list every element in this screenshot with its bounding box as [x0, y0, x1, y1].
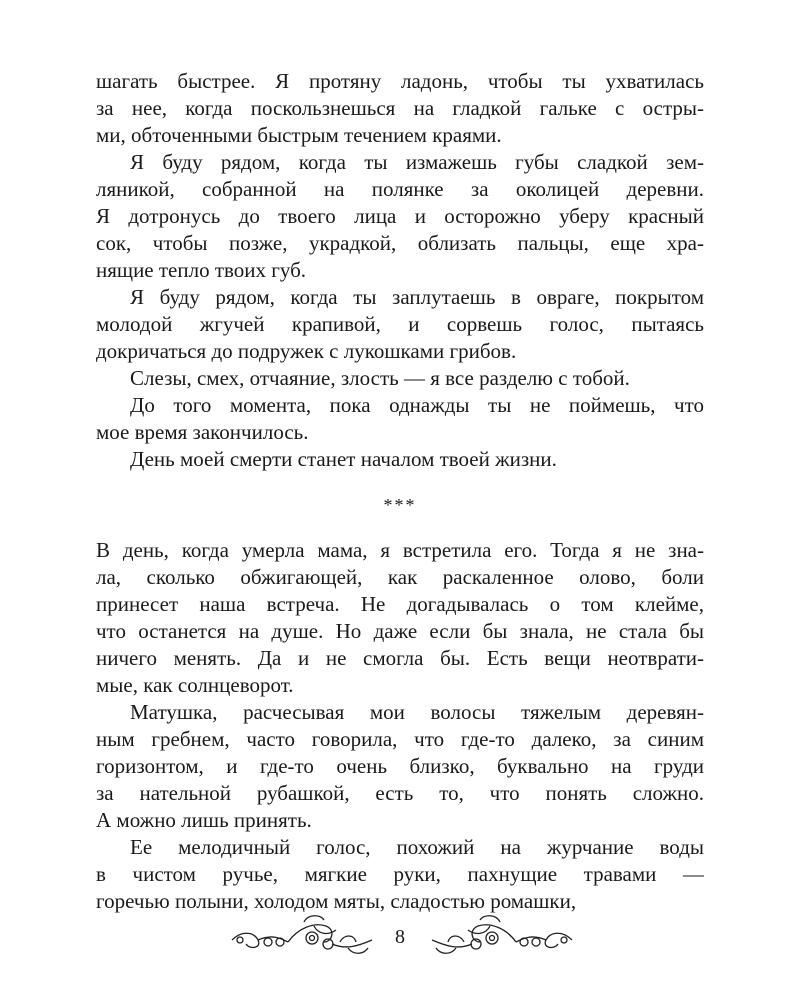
text-line: шагать быстрее. Я протяну ладонь, чтобы ты ухватилась — [96, 69, 704, 93]
paragraph — [96, 537, 704, 699]
text-line: Я буду рядом, когда ты заплутаешь в овраге, покрытом — [130, 285, 704, 309]
text-line: Я дотронусь до твоего лица и осторожно уберу красный — [96, 204, 704, 228]
text-line: ляникой, собранной на полянке за околицей деревни. — [96, 177, 704, 201]
floral-ornament-right-icon — [428, 912, 576, 962]
paragraph — [96, 284, 704, 365]
text-line: А можно лишь принять. — [96, 808, 312, 832]
text-line: До того момента, пока однажды ты не поймешь, что — [130, 393, 704, 417]
book-page-text — [96, 68, 704, 915]
text-line: за нее, когда поскользнешься на гладкой гальке с остры- — [96, 96, 704, 120]
paragraph — [96, 834, 704, 915]
text-line: что останется на душе. Но даже если бы знала, не стала бы — [96, 619, 704, 643]
text-line: День моей смерти станет началом твоей жизни. — [130, 447, 557, 471]
text-line: Слезы, смех, отчаяние, злость — я все разделю с тобой. — [130, 366, 630, 390]
page-footer — [0, 912, 800, 962]
paragraph — [96, 149, 704, 284]
text-line: ным гребнем, часто говорила, что где-то далеко, за синим — [96, 727, 704, 751]
page-number: 8 — [395, 926, 405, 948]
paragraph — [96, 392, 704, 446]
text-section-top — [96, 68, 704, 473]
text-line: Ее мелодичный голос, похожий на журчание воды — [130, 835, 704, 859]
text-line: сок, чтобы позже, украдкой, облизать пальцы, еще хра- — [96, 231, 704, 255]
text-line: мое время закончилось. — [96, 420, 309, 444]
text-line: в чистом ручье, мягкие руки, пахнущие травами — — [96, 862, 704, 886]
text-line: горечью полыни, холодом мяты, сладостью ромашки, — [96, 889, 577, 913]
paragraph — [96, 446, 704, 473]
text-line: молодой жгучей крапивой, и сорвешь голос, пытаясь — [96, 312, 704, 336]
paragraph — [96, 365, 704, 392]
text-line: В день, когда умерла мама, я встретила его. Тогда я не зна- — [96, 538, 704, 562]
text-line: ла, сколько обжигающей, как раскаленное олово, боли — [96, 565, 704, 589]
text-line: ми, обточенными быстрым течением краями. — [96, 123, 502, 147]
text-line: нящие тепло твоих губ. — [96, 258, 307, 282]
floral-ornament-left-icon — [228, 912, 376, 962]
text-line: горизонтом, и где-то очень близко, буквально на груди — [96, 754, 704, 778]
text-section-bottom — [96, 537, 704, 915]
text-line: за нательной рубашкой, есть то, что понять сложно. — [96, 781, 704, 805]
paragraph — [96, 699, 704, 834]
text-line: принесет наша встреча. Не догадывалась о том клейме, — [96, 592, 704, 616]
text-line: Я буду рядом, когда ты измажешь губы сладкой зем- — [130, 150, 704, 174]
text-line: Матушка, расчесывая мои волосы тяжелым деревян- — [130, 700, 704, 724]
text-line: мые, как солнцеворот. — [96, 673, 294, 697]
paragraph — [96, 68, 704, 149]
text-line: ничего менять. Да и не смогла бы. Есть вещи неотврати- — [96, 646, 704, 670]
section-break: *** — [383, 495, 417, 515]
text-line: докричаться до подружек с лукошками грибов. — [96, 339, 517, 363]
